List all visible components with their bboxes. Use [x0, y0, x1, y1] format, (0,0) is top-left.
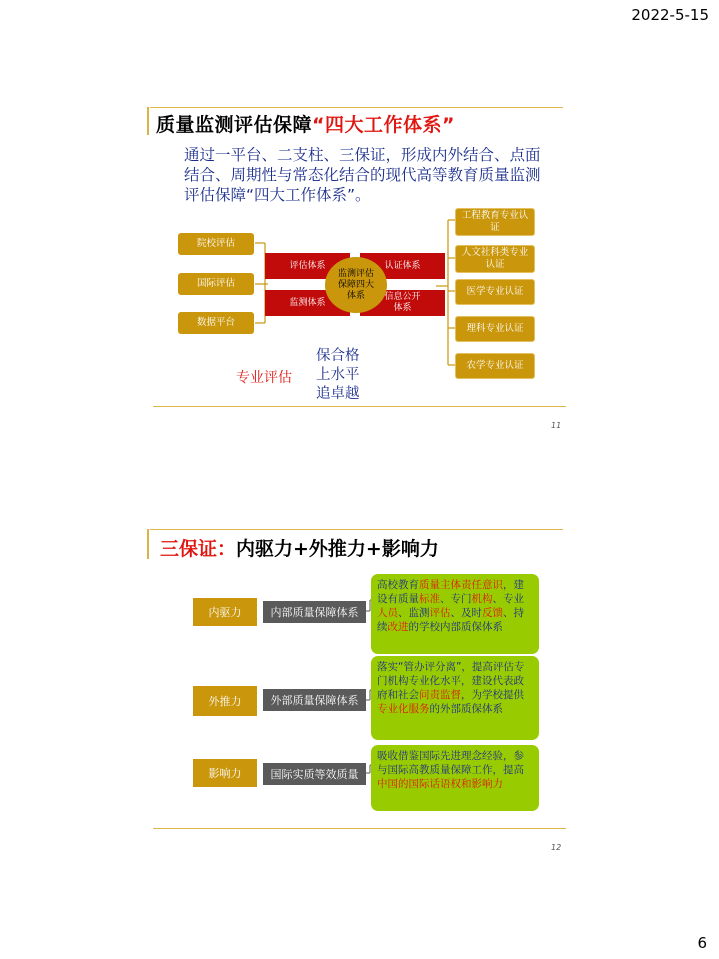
goal-line-1: 保合格 — [316, 348, 360, 364]
red-box-certification: 认证体系 — [360, 253, 445, 279]
desc1-text-8: 的学校内部质保体系 — [408, 621, 503, 633]
desc1-hl-4: 人员 — [377, 607, 398, 619]
right-box-science: 理科专业认证 — [455, 316, 535, 342]
row3-system: 国际实质等效质量 — [263, 763, 366, 785]
center-ellipse: 监测评估 保障四大 体系 — [325, 257, 387, 313]
desc2-text-1: 落实“管办评分离”，提高评估专门机构专业化水平，建设代表政府和社会 — [377, 661, 525, 701]
desc1-text-3: 、专门 — [440, 593, 472, 605]
desc1-text-1: 高校教育 — [377, 579, 419, 591]
row3-label: 影响力 — [193, 759, 257, 787]
row2-system: 外部质量保障体系 — [263, 689, 366, 711]
desc1-hl-5: 评估 — [429, 607, 451, 619]
desc1-hl-1: 质量主体责任意识 — [419, 579, 503, 591]
desc1-hl-6: 反馈 — [482, 607, 503, 619]
desc2-hl-2: 专业化服务 — [377, 703, 430, 715]
right-box-humanities: 人文社科类专业 认证 — [455, 245, 535, 273]
title2-accent-bar — [147, 529, 149, 559]
slide1-title-highlight: “四大工作体系” — [312, 114, 455, 136]
row1-label: 内驱力 — [193, 598, 257, 626]
evaluation-goals — [316, 347, 360, 404]
title-accent-bar — [147, 107, 149, 135]
desc2-text-2: ，为学校提供 — [461, 689, 524, 701]
slide2-title — [160, 534, 439, 561]
row1-system: 内部质量保障体系 — [263, 601, 366, 623]
desc1-hl-3: 机构 — [471, 593, 493, 605]
row1-description — [371, 574, 539, 654]
row3-description — [371, 745, 539, 811]
row2-description — [371, 656, 539, 740]
desc3-hl-1: 中国的国际话语权和影响力 — [377, 778, 503, 790]
title-rule — [150, 107, 563, 108]
red-box-disclosure: 信息公开 体系 — [360, 290, 445, 316]
desc1-text-5: 、监测 — [398, 607, 430, 619]
right-box-agriculture: 农学专业认证 — [455, 353, 535, 379]
desc1-text-6: 、及时 — [450, 607, 482, 619]
desc1-text-4: 、专业 — [492, 593, 524, 605]
page-number: 6 — [697, 934, 707, 952]
right-box-medical: 医学专业认证 — [455, 279, 535, 305]
desc2-hl-1: 问责监督 — [419, 689, 461, 701]
red-box-monitoring: 监测体系 — [265, 290, 350, 316]
left-box-3: 数据平台 — [178, 312, 254, 334]
row2-label: 外推力 — [193, 686, 257, 716]
slide1-body: 通过一平台、二支柱、三保证，形成内外结合、点面结合、周期性与常态化结合的现代高等教育质量监测评估保障“四大工作体系”。 — [184, 146, 541, 204]
slide1-number: 11 — [551, 421, 562, 430]
slide2-number: 12 — [551, 843, 562, 852]
goal-line-3: 追卓越 — [316, 386, 360, 402]
left-box-1: 院校评估 — [178, 233, 254, 255]
slide2-title-black: 内驱力+外推力+影响力 — [236, 538, 439, 560]
slide2-title-red: 三保证： — [160, 538, 237, 560]
slide2-bottom-rule — [153, 828, 566, 829]
desc1-text-2: ，建设有质量 — [377, 579, 524, 605]
desc3-text-1: 吸收借鉴国际先进理念经验，参与国际高教质量保障工作，提高 — [377, 750, 524, 776]
desc1-hl-7: 改进 — [387, 621, 409, 633]
slide1-title — [156, 110, 455, 137]
slide1-title-prefix: 质量监测评估保障 — [156, 114, 313, 136]
desc1-text-7: 、持续 — [377, 607, 524, 633]
date-header: 2022-5-15 — [631, 6, 709, 24]
red-box-evaluation: 评估体系 — [265, 253, 350, 279]
professional-evaluation-label: 专业评估 — [236, 370, 292, 386]
desc1-hl-2: 标准 — [419, 593, 440, 605]
title2-rule — [150, 529, 563, 530]
left-box-2: 国际评估 — [178, 273, 254, 295]
goal-line-2: 上水平 — [316, 367, 360, 383]
right-box-engineering: 工程教育专业认 证 — [455, 208, 535, 236]
desc2-text-3: 的外部质保体系 — [429, 703, 503, 715]
slide1-bottom-rule — [153, 406, 566, 407]
